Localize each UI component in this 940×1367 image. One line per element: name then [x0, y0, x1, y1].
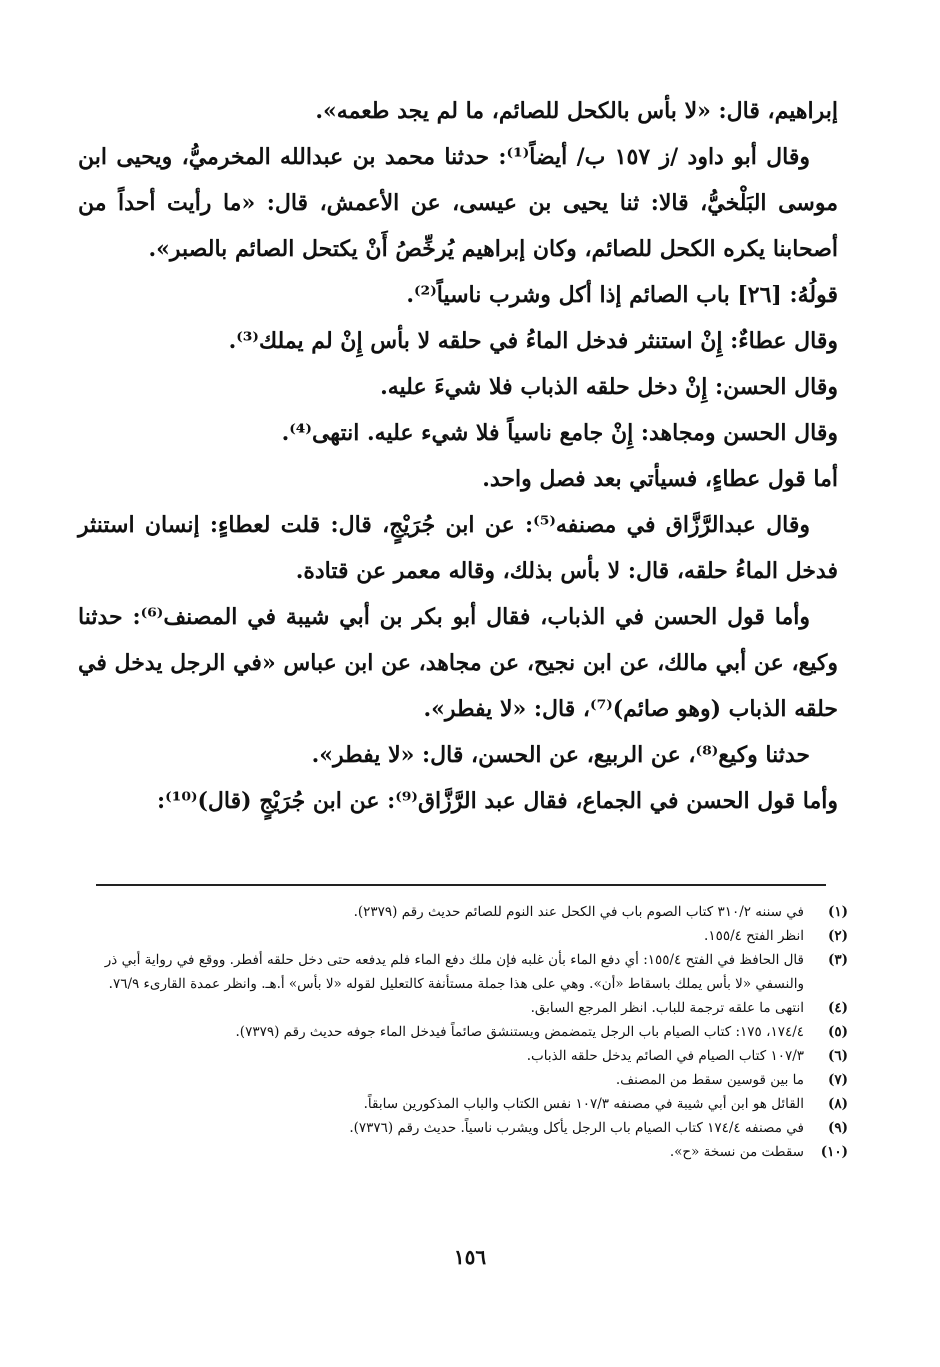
- footnote: [78, 1140, 848, 1164]
- footnote-text: ما بين قوسين سقط من المصنف.: [615, 1072, 804, 1088]
- footnote-number: (٢): [827, 928, 848, 944]
- main-text: [78, 88, 838, 824]
- footnote: [78, 1020, 848, 1044]
- footnote-number: (٩): [827, 1120, 848, 1136]
- footnote-number: (٤): [827, 1000, 848, 1016]
- footnote: [78, 1092, 848, 1116]
- paragraph: وقال أبو داود /ز ١٥٧ ب/ أيضاً⁽¹⁾: حدثنا محمد بن عبدالله المخرميُّ، ويحيى ابن موسى البَلْخيُّ، قالا: ثنا يحيى بن عيسى، عن الأعمش، قال: «ما رأيت أحداً من أصحابنا يكره الكحل للصائم، وكان إبراهيم يُرخِّصُ أَنْ يكتحل الصائم بالصبر».: [78, 144, 839, 262]
- chapter-heading: قولُهُ: [٢٦] باب الصائم إذا أكل وشرب ناسياً⁽²⁾.: [406, 282, 838, 308]
- paragraph: وأما قول الحسن في الذباب، فقال أبو بكر بن أبي شيبة في المصنف⁽⁶⁾: حدثنا وكيع، عن أبي مالك، عن ابن نجيح، عن مجاهد، عن ابن عباس «في الرجل يدخل في حلقه الذباب (وهو صائم)⁽⁷⁾، قال: «لا يفطر».: [78, 604, 838, 722]
- paragraph: وأما قول الحسن في الجماع، فقال عبد الرَّزَّاق⁽⁹⁾: عن ابن جُرَيْجٍ (قال)⁽¹⁰⁾:: [157, 788, 838, 814]
- footnote-number: (١): [827, 904, 848, 920]
- footnote: [78, 996, 848, 1020]
- footnote-divider: [96, 884, 826, 886]
- footnote-number: (٧): [827, 1072, 848, 1088]
- footnote-text: في مصنفه ١٧٤/٤ كتاب الصيام باب الرجل يأكل ويشرب ناسياً. حديث رقم (٧٣٧٦).: [349, 1120, 804, 1136]
- page-number: ١٥٦: [453, 1245, 487, 1269]
- paragraph: وقال عطاءٌ: إِنْ استنثر فدخل الماءُ في حلقه لا بأس إِنْ لم يملك⁽³⁾.: [228, 328, 838, 354]
- footnote-number: (٣): [827, 952, 848, 968]
- footnote: [78, 1044, 848, 1068]
- footnote-text: القائل هو ابن أبي شيبة في مصنفه ١٠٧/٣ نفس الكتاب والباب المذكورين سابقاً.: [363, 1096, 804, 1112]
- paragraph: أما قول عطاءٍ، فسيأتي بعد فصل واحد.: [482, 466, 838, 492]
- footnote: [78, 1116, 848, 1140]
- paragraph: وقال الحسن ومجاهد: إِنْ جامع ناسياً فلا شيء عليه. انتهى⁽⁴⁾.: [281, 420, 838, 446]
- footnote-text: ١٧٤/٤، ١٧٥: كتاب الصيام باب الرجل يتمضمض ويستنشق صائماً فيدخل الماء جوفه حديث رقم (٧٣٧٩).: [235, 1024, 804, 1040]
- footnote: [78, 948, 848, 996]
- footnotes: [78, 900, 848, 1164]
- paragraph: وقال عبدالرَّزَّاق في مصنفه⁽⁵⁾: عن ابن جُرَيْجٍ، قال: قلت لعطاءٍ: إنسان استنثر فدخل الماءُ حلقه، قال: لا بأس بذلك، وقاله معمر عن قتادة.: [78, 512, 838, 584]
- paragraph: وقال الحسن: إِنْ دخل حلقه الذباب فلا شيءَ عليه.: [380, 374, 838, 400]
- footnote: [78, 1068, 848, 1092]
- footnote-text: في سننه ٣١٠/٢ كتاب الصوم باب في الكحل عند النوم للصائم حديث رقم (٢٣٧٩).: [353, 904, 804, 920]
- footnote-text: سقطت من نسخة «ح».: [669, 1144, 804, 1160]
- footnote-text: ١٠٧/٣ كتاب الصيام في الصائم يدخل حلقه الذباب.: [526, 1048, 804, 1064]
- footnote-text: قال الحافظ في الفتح ١٥٥/٤: أي دفع الماء بأن غلبه فإن ملك دفع الماء فلم يدفعه حتى دخل حلقه أفطر. ووقع في رواية أبي ذر والنسفي «لا بأس يملك باسقاط «أن». وهي على هذا جملة مستأنفة كالتعليل لقوله «لا بأس» أ.هـ. وانظر عمدة القارىء ٧٦/٩.: [104, 952, 804, 992]
- footnote-text: انظر الفتح ١٥٥/٤.: [704, 928, 804, 944]
- footnote-number: (١٠): [820, 1144, 848, 1160]
- footnote-number: (٦): [827, 1048, 848, 1064]
- paragraph: حدثنا وكيع⁽⁸⁾، عن الربيع، عن الحسن، قال: «لا يفطر».: [311, 742, 810, 768]
- footnote: [78, 924, 848, 948]
- footnote-text: انتهى ما علقه ترجمة للباب. انظر المرجع السابق.: [530, 1000, 804, 1016]
- footnote: [78, 900, 848, 924]
- footnote-number: (٥): [827, 1024, 848, 1040]
- paragraph: إبراهيم، قال: «لا بأس بالكحل للصائم، ما لم يجد طعمه».: [315, 98, 838, 124]
- footnote-number: (٨): [827, 1096, 848, 1112]
